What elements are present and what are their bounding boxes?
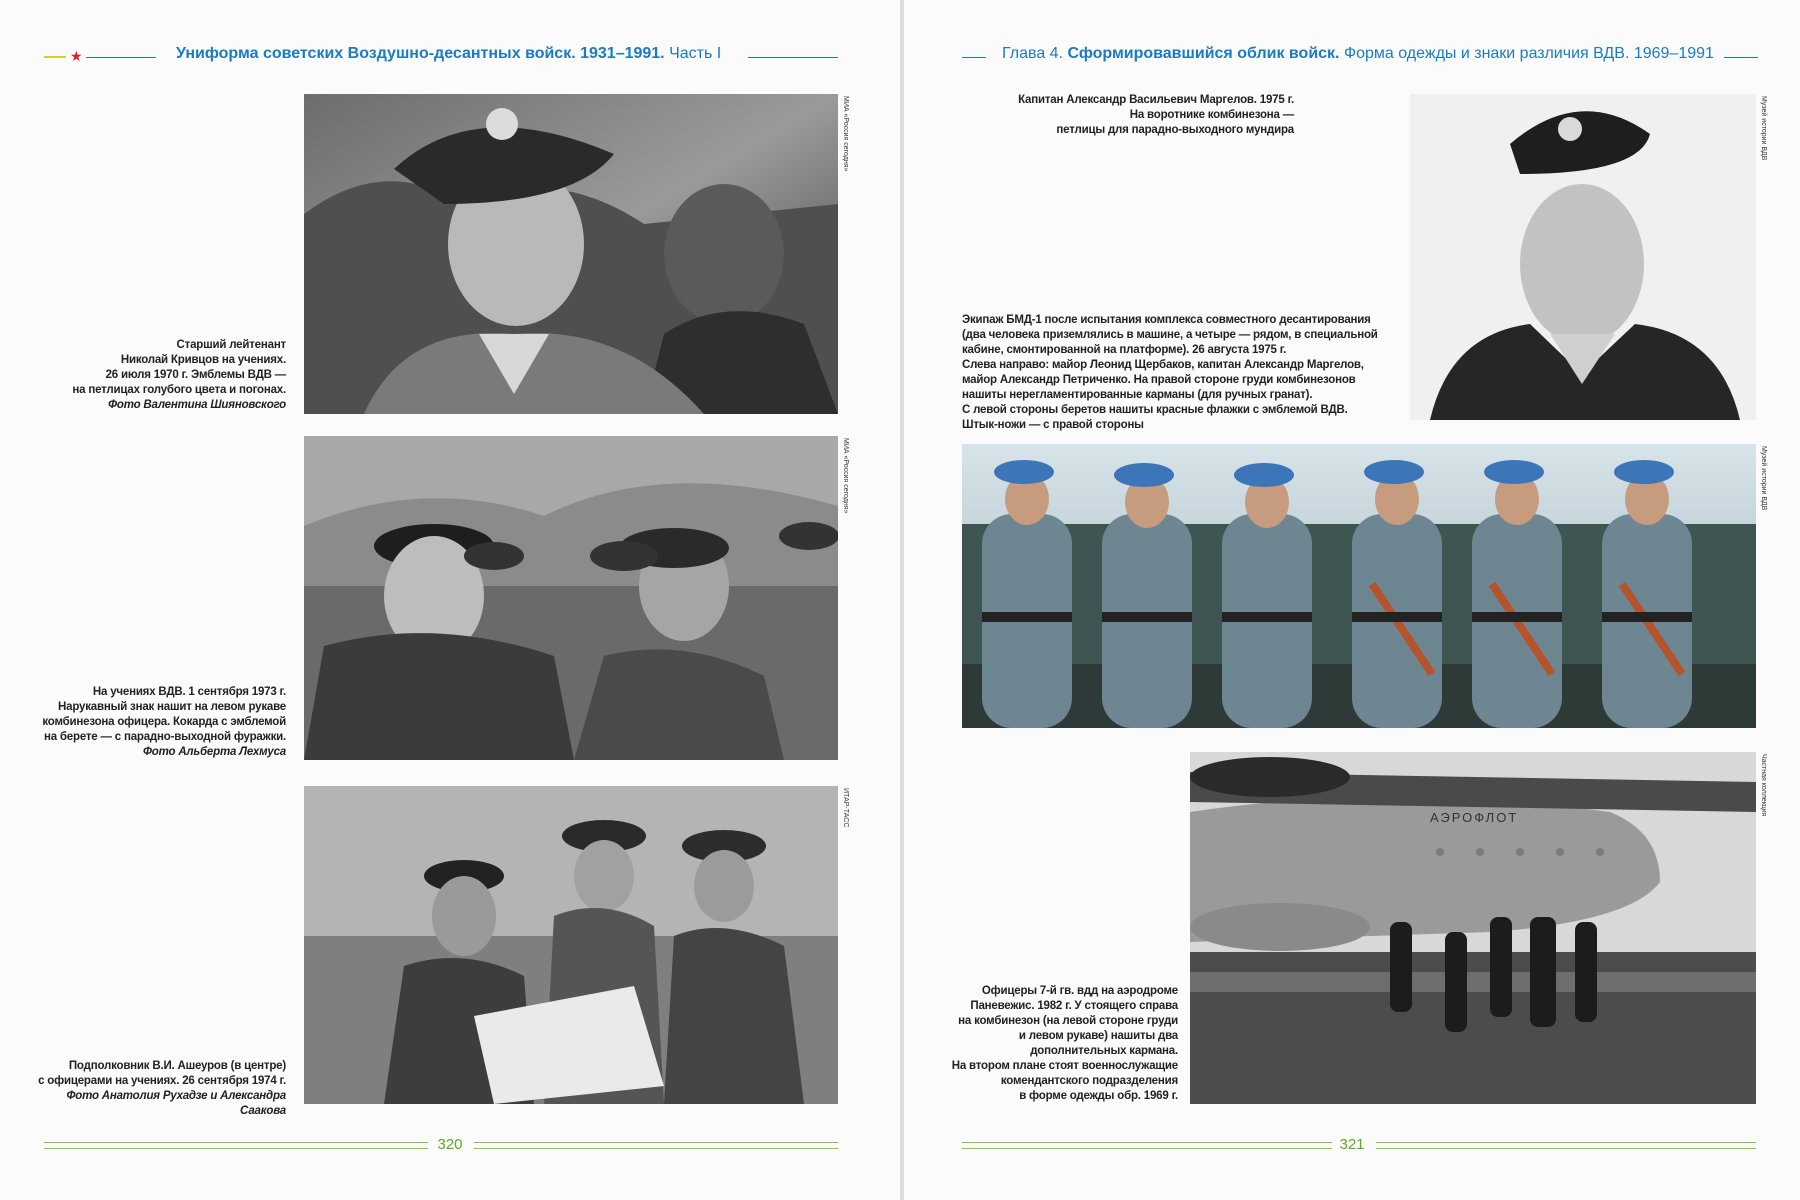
caption-line: Нарукавный знак нашит на левом рукаве [58, 701, 286, 713]
caption-line: на берете — с парадно-выходной фуражки. [43, 731, 286, 743]
photo-caption [944, 93, 1294, 138]
footer-rule-left [44, 1142, 428, 1149]
caption-line: петлицы для парадно-выходного мундира [1056, 124, 1294, 136]
caption-line: на петлицах голубого цвета и погонах. [72, 384, 286, 396]
photo-captain-margelov [1410, 94, 1756, 420]
photo-lieutenant-krivtsov [304, 94, 838, 414]
photo-vdv-exercises-1973 [304, 436, 838, 760]
caption-line: в форме одежды обр. 1969 г. [1019, 1090, 1178, 1102]
caption-line: Слева направо: майор Леонид Щербаков, капитан Александр Маргелов, [962, 359, 1364, 371]
header-rule-left [86, 57, 156, 58]
photo-credit: Частная коллекция [1760, 754, 1767, 817]
photo-caption [20, 1059, 286, 1119]
caption-line: майор Александр Петриченко. На правой стороне груди комбинезонов [962, 374, 1356, 386]
running-head-title: Сформировавшийся облик войск. [1067, 45, 1340, 62]
photo-caption [944, 984, 1178, 1104]
caption-line: нашиты нерегламентированные карманы (для ручных гранат). [962, 389, 1313, 401]
photo-bmd1-crew [962, 444, 1756, 728]
caption-photo-credit: Фото Анатолия Рухадзе и Александра Саакова [66, 1090, 286, 1117]
running-head-left [176, 44, 721, 64]
running-head-subtitle: Форма одежды и знаки различия ВДВ. 1969–1991 [1343, 45, 1714, 62]
photo-caption [962, 313, 1402, 433]
caption-photo-credit: Фото Валентина Шияновского [108, 399, 286, 411]
running-head-title: Униформа советских Воздушно-десантных войск. 1931–1991. [176, 45, 665, 62]
caption-line: (два человека приземлялись в машине, а четыре — рядом, в специальной [962, 329, 1378, 341]
caption-line: комбинезона офицера. Кокарда с эмблемой [42, 716, 286, 728]
header-yellow-dash [44, 56, 66, 58]
caption-line: На воротнике комбинезона — [1129, 109, 1294, 121]
photo-caption [30, 685, 286, 760]
star-icon: ★ [70, 48, 83, 64]
aircraft-text: АЭРОФЛОТ [1430, 810, 1519, 825]
caption-line: комендантского подразделения [1000, 1075, 1178, 1087]
caption-line: На втором плане стоят военнослужащие [951, 1060, 1178, 1072]
photo-asheurov-1974 [304, 786, 838, 1104]
caption-line: с офицерами на учениях. 26 сентября 1974 г. [38, 1075, 286, 1087]
caption-line: 26 июля 1970 г. Эмблемы ВДВ — [105, 369, 286, 381]
header-rule-right [748, 57, 838, 58]
footer-rule-right [474, 1142, 838, 1149]
page-number: 321 [1339, 1136, 1365, 1153]
caption-line: на комбинезон (на левой стороне груди [958, 1015, 1178, 1027]
caption-line: Паневежис. 1982 г. У стоящего справа [970, 1000, 1178, 1012]
header-rule-left [962, 57, 986, 58]
photo-credit: Музей истории ВДВ [1760, 446, 1767, 511]
running-head-chapter: Глава 4. [1002, 45, 1064, 62]
caption-line: С левой стороны беретов нашиты красные флажки с эмблемой ВДВ. [962, 404, 1348, 416]
caption-line: Подполковник В.И. Ашеуров (в центре) [68, 1060, 286, 1072]
right-page [904, 0, 1800, 1200]
photo-credit: МИА «Россия сегодня» [842, 96, 849, 172]
caption-line: Старший лейтенант [176, 339, 286, 351]
caption-line: На учениях ВДВ. 1 сентября 1973 г. [92, 686, 286, 698]
caption-line: Офицеры 7-й гв. вдд на аэродроме [981, 985, 1178, 997]
footer-rule-right [1376, 1142, 1756, 1149]
caption-photo-credit: Фото Альберта Лехмуса [143, 746, 286, 758]
caption-line: Капитан Александр Васильевич Маргелов. 1975 г. [1018, 94, 1294, 106]
caption-line: Экипаж БМД-1 после испытания комплекса совместного десантирования [962, 314, 1371, 326]
running-head-part: Часть I [669, 45, 722, 62]
caption-line: кабине, смонтированной на платформе). 26 августа 1975 г. [962, 344, 1287, 356]
caption-line: Штык-ножи — с правой стороны [962, 419, 1144, 431]
footer-rule-left [962, 1142, 1332, 1149]
photo-credit: МИА «Россия сегодня» [842, 438, 849, 514]
photo-credit: ИТАР-ТАСС [842, 788, 849, 828]
header-rule-right [1724, 57, 1758, 58]
caption-line: Николай Кривцов на учениях. [120, 354, 286, 366]
photo-panevezys-airfield [1190, 752, 1756, 1104]
running-head-right [1002, 44, 1714, 64]
page-number: 320 [437, 1136, 463, 1153]
photo-caption [40, 338, 286, 413]
photo-credit: Музей истории ВДВ [1760, 96, 1767, 161]
caption-line: дополнительных кармана. [1030, 1045, 1178, 1057]
caption-line: и левом рукаве) нашиты два [1018, 1030, 1178, 1042]
